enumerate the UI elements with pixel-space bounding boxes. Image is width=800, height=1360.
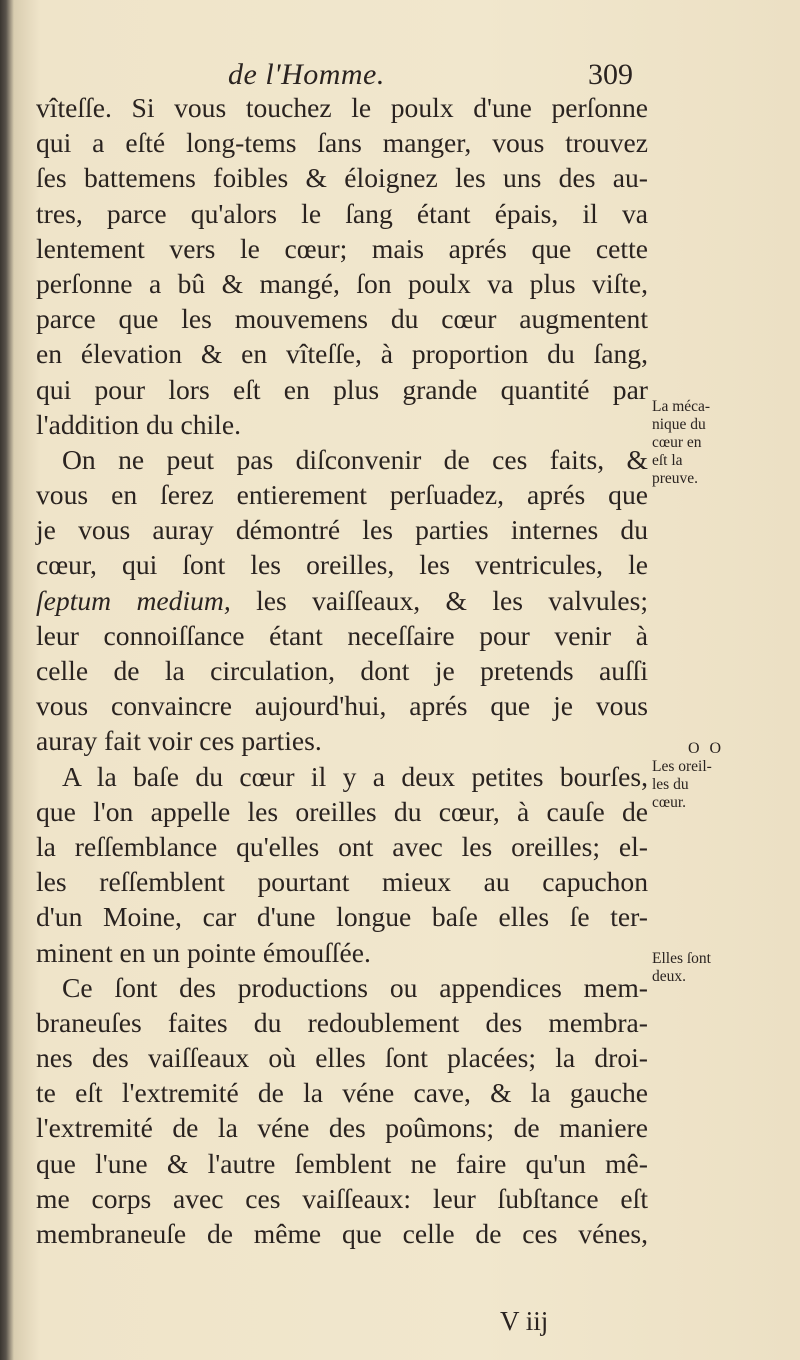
running-head: de l'Homme.: [228, 58, 385, 91]
text-line: Ce ſont des productions ou appendices mem-: [62, 971, 648, 1003]
text-line: minent en un pointe émouſſée.: [36, 936, 371, 968]
margin-line: cœur en: [652, 434, 702, 451]
text-line: lentement vers le cœur; mais aprés que cette: [36, 232, 648, 264]
text-line: d'un Moine, car d'une longue baſe elles ſe ter-: [36, 901, 648, 933]
text-line: la reſſemblance qu'elles ont avec les oreilles; el-: [36, 830, 648, 862]
italic-phrase: ſeptum medium,: [36, 584, 231, 616]
margin-line: cœur.: [652, 794, 687, 811]
text-line: nes des vaiſſeaux où elles ſont placées; la droi-: [36, 1042, 648, 1074]
text-line: qui a eſté long-tems ſans manger, vous trouvez: [36, 127, 648, 159]
text-line: celle de la circulation, dont je pretends auſſi: [36, 655, 648, 686]
text-line-rest: les vaiſſeaux, & les valvules;: [256, 584, 648, 616]
text-line: perſonne a bû & mangé, ſon poulx va plus viſte,: [36, 267, 648, 299]
text-line: vîteſſe. Si vous touchez le poulx d'une perſonne: [36, 92, 648, 123]
text-line: les reſſemblent pourtant mieux au capuchon: [36, 866, 648, 898]
text-line: parce que les mouvemens du cœur augmentent: [36, 303, 648, 335]
text-line: l'addition du chile.: [36, 408, 241, 440]
text-line: tres, parce qu'alors le ſang étant épais, il va: [36, 197, 648, 229]
text-line: que l'une & l'autre ſemblent ne faire qu'un mê-: [36, 1147, 648, 1179]
margin-note-two: [652, 950, 752, 986]
text-line: qui pour lors eſt en plus grande quantité par: [36, 373, 648, 405]
margin-line: nique du: [652, 416, 706, 433]
margin-note-auricles: [652, 740, 752, 812]
margin-line: La méca-: [652, 398, 711, 415]
text-line: On ne peut pas diſconvenir de ces faits, &: [62, 443, 648, 475]
text-line: en élevation & en vîteſſe, à proportion du ſang,: [36, 338, 648, 370]
text-line: auray fait voir ces parties.: [36, 725, 322, 757]
text-line: membraneuſe de même que celle de ces vénes,: [36, 1218, 648, 1249]
margin-line: Les oreil-: [652, 758, 712, 775]
body-text: [36, 90, 648, 1251]
text-line: leur connoiſſance étant neceſſaire pour venir à: [36, 619, 648, 651]
signature-mark: V iij: [500, 1306, 549, 1336]
text-line: vous convaincre aujourd'hui, aprés que je vous: [36, 690, 648, 722]
text-line: que l'on appelle les oreilles du cœur, à cauſe de: [36, 795, 648, 827]
text-line: braneuſes faites du redoublement des membra-: [36, 1006, 648, 1038]
page-footer: [0, 1306, 800, 1342]
text-line: cœur, qui ſont les oreilles, les ventricules, le: [36, 549, 648, 581]
text-line: A la baſe du cœur il y a deux petites bourſes,: [62, 760, 648, 792]
text-line: vous en ſerez entierement perſuadez, aprés que: [36, 479, 648, 511]
margin-line: Elles ſont: [652, 950, 711, 967]
margin-line: eſt la: [652, 452, 683, 469]
text-line: je vous auray démontré les parties internes du: [36, 514, 648, 546]
text-line-with-italic: [36, 583, 648, 618]
text-line: te eſt l'extremité de la véne cave, & la gauche: [36, 1077, 648, 1109]
margin-line: deux.: [652, 968, 687, 985]
section-mark: O O: [688, 740, 725, 757]
margin-line: preuve.: [652, 470, 699, 487]
page-number: 309: [588, 58, 633, 91]
text-line: ſes battemens foibles & éloignez les uns des au-: [36, 162, 648, 194]
margin-line: les du: [652, 776, 689, 793]
margin-note-mechanism: [652, 398, 752, 488]
text-line: me corps avec ces vaiſſeaux: leur ſubſtance eſt: [36, 1182, 648, 1214]
text-line: l'extremité de la véne des poûmons; de maniere: [36, 1112, 648, 1144]
